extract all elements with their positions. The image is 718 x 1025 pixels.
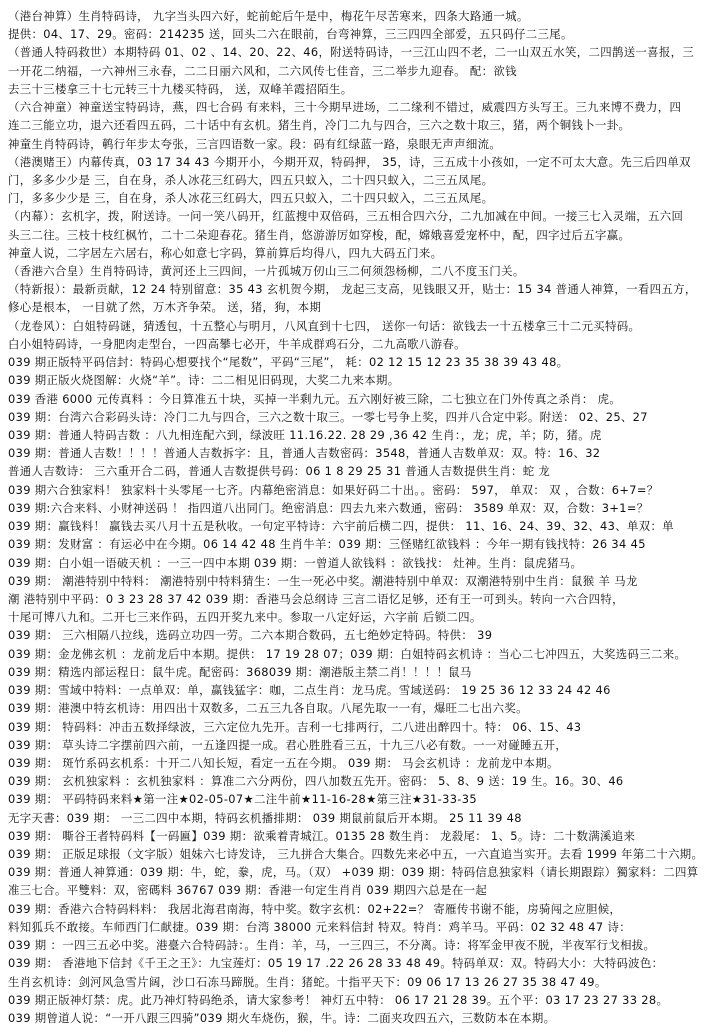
text-line: 039 香港 6000 元传真料 ：今日算准五十块，买掉一半剩九元。五六刚好被三除，二七独立在门外传真之杀肖： 虎。 — [8, 393, 622, 406]
text-line: （港台神算）生肖特码诗， 九字当头四六好，蛇前蛇后午是中，梅花午尽苦寒来，四条大路通一城。 — [8, 10, 529, 23]
text-line: 039 期曾道人说：“一开八跟三四骑”039 期火车烧伤，猴，牛。诗：二面夹攻四五六，三数防本在本期。 — [8, 1012, 556, 1025]
text-line: 039 期六合独家料！ 独家料十头零尾一七齐。内幕绝密消息：如果好码二十出。。密码： 597， 单双： 双 ，合数：6+7=？ — [8, 484, 659, 497]
text-line: 039 期正版神灯禁：虎。此乃神灯特码绝杀，请大家参考！ 神灯五中特： 06 17 21 28 39。五个平：03 17 23 27 33 28。 — [8, 994, 669, 1007]
text-line: 039 期：台湾六合彩码头诗：冷门二九与四合，三六之数十取三。一零七号争上奖，四并八合定中彩。附送： 02、25、27 — [8, 411, 648, 424]
text-line: （六合神童）神童送宝特码诗，燕，四七合码 有来料，三十今期早进场，二二缘利不错过，威震四方头写王。三九来博不费力，四 — [8, 101, 682, 114]
text-line: 头三二往。三枝十枝红枫竹，二十二朵迎春花。猪生肖，悠游游厉如穿梭，配，嫦娥喜爱宠杯中，配，四字过后五字赢。 — [8, 229, 631, 242]
text-line: 039 期：赢钱料！ 赢钱去买八月十五是秋收。一句定平特诗：六宇前后横二四，提供： 11、16、24、39、32、43、单双：单 — [8, 520, 674, 533]
text-line: 十尾可博八九和。二开七三来作码，五四开奖九来中。参取一八定好运，六字前 后锁二四。 — [8, 611, 482, 624]
text-line: （龙卷风）：白姐特码谜，猜透包，十五整心与明月，八风直到十七四， 送你一句话：欲钱去一十五楼拿三十二元买特码。 — [8, 320, 641, 333]
text-line: 039 期：香港六合特码料料： 我居北海君南海，特中奖。数字玄机：02+22=？ 寄雁传书谢不能，房骑闯之应胆候， — [8, 903, 622, 916]
text-line: 准三七合。平雙料：双，密碼料 36767 039 期：香港一句定生肖肖 039 期四六总是在一起 — [8, 884, 488, 897]
text-line: 039 期： 嘶谷王者特码料【一码匾】039 期：欲乘着青城江。0135 28 数生肖： 龙殺尾： 1、5。诗：二十数满溪追来 — [8, 830, 636, 843]
text-line: 039 期： 三六相隔八拉线，选码立功四一劳。二六本期合数码，五七绝妙定特码。特供： 39 — [8, 629, 493, 642]
text-line: 门，多多少少是 三，自在身，杀人冰花三红码大，四五只蚁入，二十四只蚁入，二三五凤尾。 — [8, 174, 494, 187]
text-line: 门，多多少少是 三，自在身，杀人冰花三红码大，四五只蚁入，二十四只蚁入，二三五凤尾。 — [8, 192, 494, 205]
text-line: 提供：04、17、29。密码：214235 送，回头二六在眼前，台弯神算，三三四四全部爱，五只码仔二三尾。 — [8, 28, 573, 41]
text-line: 039 期 ：一四三五必中奖。港臺六合特码詩：。生肖：羊，马，一三四三，不分离。诗：将军金甲夜不脱，半夜军行戈相拔。 — [8, 939, 656, 952]
text-line: （香港六合皇）生肖特码诗，黄河还上三四间，一片孤城万仞山三二何须怨杨柳，二八不度玉门关。 — [8, 265, 525, 278]
text-line: 039 期： 潮港特别中特料： 潮港特别中特料猜生：一生一死必中奖。潮港特别中单双：双潮港特别中生肖：鼠猴 羊 马龙 — [8, 575, 638, 588]
text-line: （港澳赌王）内幕传真，03 17 34 43 今期开小，今期开双，特码押， 35，诗，三五成十小孩如，一定不可太大意。先三后四单双 — [8, 156, 691, 169]
text-line: 039 期：白小姐一语破天机 ：一三一四中本期 039 期：一曾道人欲钱料 ：欲钱找： 灶神。生肖：鼠虎猪马。 — [8, 557, 583, 570]
text-line: 普通人吉数诗： 三六重开合二码，普通人吉数提供号码：06 1 8 29 25 31 普通人吉数提供生肖：蛇 龙 — [8, 465, 551, 478]
text-line: 039 期：精选内部运程日：鼠牛虎。配密码：368039 期：潮港版主禁二肖！！！！鼠马 — [8, 666, 472, 679]
text-line: 039 期： 玄机独家料 ：玄机独家料 ：算准二六分两份，四八加数五先开。密码： 5、8、9 送：19 生。16。30、46 — [8, 775, 624, 788]
text-line: 神童生肖特码诗，鹌行年步太夸张，三言四语数一家。段：码有红绿蓝一路，泉眼无声声细流。 — [8, 138, 502, 151]
text-line: 一开花二纳福，一六神州三永春，二二日丽六风和，二六风传七佳音，三二举步九迎春。 配：欲钱 — [8, 65, 517, 78]
text-line: 039 期:六合来料、小财神送码 ！ 指四道八出同门。绝密消息：四去九来六数通，密码： 3589 单双：双，合数：3+1=？ — [8, 502, 649, 515]
text-line: 039 期：雪域中特料：一点单双：单，赢钱猛字：咖，二点生肖：龙马虎。雪域送码： 19 25 36 12 33 24 42 46 — [8, 684, 611, 697]
text-line: 无字天書：039 期： 一三二四中本期，特码玄机播排期： 039 期鼠前鼠后开本期。 25 11 39 48 — [8, 812, 522, 825]
text-line: 039 期：港澳中特玄机诗：用四出十双数多，二五三九各自取。八尾先取一一有，爆旺二七出六奖。 — [8, 702, 528, 715]
text-line: 去三十三楼拿三十七元转三十九楼买特码， 送，双峰羊霞招陌生。 — [8, 83, 353, 96]
text-line: 生肖玄机诗：剑河风急雪片阔，沙口石冻马蹄脱。生肖：猪蛇。十指平天下：09 06 17 13 26 27 35 38 47 49。 — [8, 976, 607, 989]
text-line: 039 期：普通人神算通：039 期：牛，蛇，豢，虎，马。（双） +039 期：039 期：特码信息独家料（请长期跟踪）獨家料：二四算 — [8, 866, 699, 879]
text-line: （内幕）：玄机字，拨，附送诗。一问一笑八码开，红蓝搜中双倍码，三五相合四六分，二九加减在中间。一接三七入灵端，五六回 — [8, 210, 684, 223]
text-line: （普通人特码救世）本期特码 01、02 、14、20、22、46，附送特码诗，一三江山四不老，二一山双五水笑，二四鹊送一喜报，三 — [8, 46, 695, 59]
text-line: 修心是根本， 一目就了然，万木齐争荣。 送，猪，狗，本期 — [8, 301, 322, 314]
text-line: 039 期：普通人吉数！！！！普通人吉数拆字：且，普通人吉数密码：3548，普通人吉数单双：双。特：16、32 — [8, 447, 601, 460]
text-line: 连二三能立功，退六还看四五码，二十话中有玄机。猪生肖，冷门二九与四合，三六之数十取三，猪，两个铜钱卜一卦。 — [8, 119, 631, 132]
text-line: 039 期：普通人特码吉数 ：八九相连配六到，绿波旺 11.16.22. 28 29 ,36 42 生肖：，龙；虎，羊；防，猪。虎 — [8, 429, 602, 442]
text-line: 039 期正版火烧图解：火烧“羊”。诗：二二相见旧码现，大奖二九来本期。 — [8, 374, 400, 387]
text-line: 039 期： 香港地下信封《千王之王》：九宝莲灯：05 19 17 .22 26 28 33 48 49。特码单双：双。特码大小：大特码波色： — [8, 957, 664, 970]
text-line: 039 期： 特码料：冲击五数择绿波，三六定位九先开。吉利一七排两行，二八进出醉四十。特： 06、15、43 — [8, 721, 582, 734]
text-line: 039 期：发财富 ：有运必中在今期。06 14 42 48 生肖牛羊：039 期：三怪赌红欲钱料 ：今年一期有钱找特：26 34 45 — [8, 538, 646, 551]
text-line: 神童人说，二字居左六居右，称心如意七字码，算前算后均得八，四九大码五门来。 — [8, 247, 443, 260]
text-line: （特新报）：最新贡献，12 24 特别留意：35 43 玄机贺今期， 龙起三支高，见钱眼又开，贴士：15 34 普通人神算，一看四五方， — [8, 283, 697, 296]
text-line: 白小姐特码诗，一身肥肉走型台，一四高攀七必开，牛羊成群鸡石分，二九高歌八游春。 — [8, 338, 466, 351]
text-line: 潮 港特别中平码：0 3 23 28 37 42 039 期：香港马会总纲诗 三言二语忆足够，还有王一可到头。转向一六合四特， — [8, 593, 624, 606]
text-line: 料知狐兵不敢接。车师西门仁献捷。039 期：台湾 38000 元来料信封 特双。特肖：鸡羊马。平码：02 32 48 47 诗： — [8, 921, 631, 934]
text-line: 039 期正版特平码信封：特码心想要找个“尾数”，平码“三尾”， 耗：02 12 15 12 23 35 38 39 43 48。 — [8, 356, 569, 369]
text-line: 039 期： 斑竹系码玄机系：十开二八知长短，看定一五在今期。 039 期： 马会玄机诗 ：龙前龙中本期。 — [8, 757, 559, 770]
text-line: 039 期： 正版足球报（文字版）姐妹六七诗发诗， 三九拼合大集合。四数先来必中五，一六直追当实开。去看 1999 年第二十六期。 — [8, 848, 704, 861]
text-line: 039 期： 平码特码来料★第一注★02-05-07★二注牛前★11-16-28★第三注★31-33-35 — [8, 793, 477, 806]
text-line: 039 期： 草头诗二字摆前四六前，一五逢四提一成。君心胜胜看三五，十九三八必有数。一一对碰睡五开， — [8, 739, 568, 752]
text-line: 039 期：金龙佛玄机 ：龙前龙后中本期。提供： 17 19 28 07；039 期：白姐特码玄机诗 ：当心二七冲四五，大奖选码三二来。 — [8, 648, 687, 661]
